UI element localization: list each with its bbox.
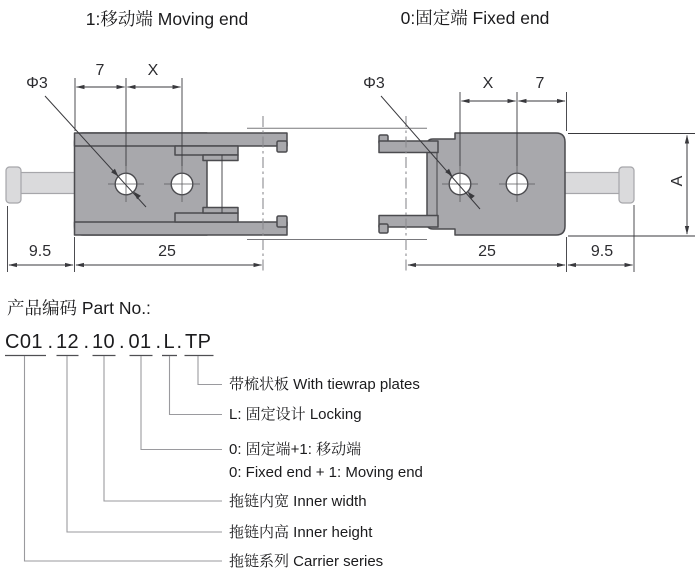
label-carrier-series: 拖链系列 Carrier series — [229, 553, 384, 570]
left-dim-7: 7 — [95, 61, 105, 79]
left-top-hook — [277, 141, 287, 152]
label-fixed-moving-end-en: 0: Fixed end + 1: Moving end — [229, 464, 423, 481]
right-dim-phi3: Φ3 — [363, 74, 385, 92]
left-top-bar — [75, 133, 288, 146]
part-no-heading: 产品编码 Part No.: — [7, 298, 151, 318]
left-dim-25: 25 — [158, 242, 176, 260]
dot-separator: . — [176, 331, 183, 353]
left-bottom-hook — [277, 216, 287, 227]
label-locking: L: 固定设计 Locking — [229, 406, 362, 423]
left-top-inner-bar — [175, 146, 238, 155]
part-no-segment-height: 12 — [56, 331, 80, 353]
label-inner-width: 拖链内宽 Inner width — [229, 493, 367, 510]
right-dim-25: 25 — [478, 242, 496, 260]
right-pin-cap — [619, 167, 634, 203]
part-no-segment-width: 10 — [92, 331, 116, 353]
left-bottom-tooth — [203, 208, 238, 214]
part-no-segment-locking: L — [163, 331, 176, 353]
right-drawing-title: 0:固定端 Fixed end — [400, 8, 550, 28]
left-bottom-bar — [75, 222, 288, 235]
label-fixed-moving-end-cn: 0: 固定端+1: 移动端 — [229, 441, 362, 458]
part-no-segment-series: C01 — [5, 331, 43, 353]
dot-separator: . — [47, 331, 54, 353]
dot-separator: . — [83, 331, 90, 353]
right-bottom-hook — [379, 224, 388, 233]
left-dim-phi3: Φ3 — [26, 74, 48, 92]
dot-separator: . — [119, 331, 125, 353]
left-bottom-inner-bar — [175, 213, 238, 222]
part-no-segment-tiewrap: TP — [185, 331, 212, 353]
right-dim-9-5: 9.5 — [590, 242, 614, 260]
left-dim-9-5: 9.5 — [28, 242, 52, 260]
dot-separator: . — [155, 331, 162, 353]
left-top-tooth — [203, 155, 238, 161]
part-no-segment-ends: 01 — [128, 331, 152, 353]
left-pin-shaft — [20, 173, 78, 194]
right-dim-7: 7 — [535, 74, 545, 92]
right-dim-x: X — [482, 74, 494, 92]
right-dim-a: A — [668, 175, 686, 187]
label-fixed-moving-end — [229, 438, 423, 484]
left-drawing-title: 1:移动端 Moving end — [85, 9, 249, 29]
left-pin-cap — [6, 167, 21, 203]
label-tiewrap-plates: 带梳状板 With tiewrap plates — [229, 376, 420, 393]
left-dim-x: X — [147, 61, 159, 79]
right-pin-shaft — [565, 173, 620, 194]
label-inner-height: 拖链内高 Inner height — [229, 524, 373, 541]
part-number-callout-lines — [5, 356, 222, 562]
